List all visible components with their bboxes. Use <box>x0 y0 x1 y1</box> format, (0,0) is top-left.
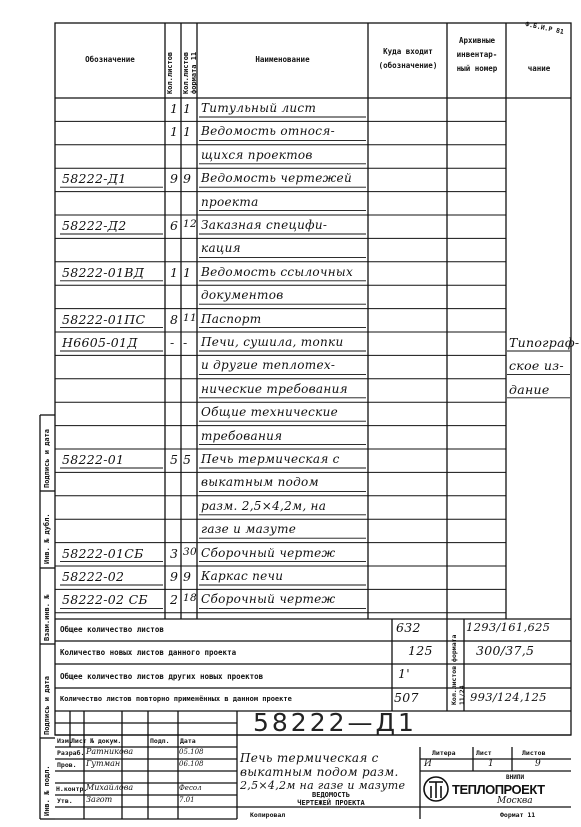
reused-value: 507 <box>394 690 419 705</box>
row-name: Титульный лист <box>201 101 317 115</box>
reused-label: Количество листов повторно применённых в данном проекте <box>60 695 292 703</box>
sheet-label: Лист <box>476 749 492 757</box>
col-doc: № докум. <box>90 737 122 745</box>
date-approved: 7.01 <box>179 796 195 804</box>
row-name: щихся проектов <box>201 147 313 162</box>
row-name: Сборочный чертеж <box>201 592 336 607</box>
role-developer: Разраб. <box>57 749 85 757</box>
row-format11: 18 <box>183 592 197 605</box>
column-header-archive-3: ный номер <box>456 64 498 73</box>
row-note: ское из- <box>509 358 564 374</box>
row-note: Типограф- <box>509 335 580 350</box>
row-name: Печь термическая с <box>201 452 340 466</box>
copied-label: Копировал <box>250 811 286 819</box>
row-format11: 5 <box>183 452 192 467</box>
column-header-note: чание <box>527 64 551 73</box>
teploproekt-logo <box>424 777 448 801</box>
row-sheets: 9 <box>170 569 179 584</box>
name-developer: Ратникова <box>86 747 134 756</box>
row-sheets: 5 <box>170 452 179 467</box>
col-izm: Изм. <box>57 737 73 745</box>
title-line-2: выкатным подом разм. <box>240 765 399 779</box>
row-name: и другие теплотех- <box>201 358 336 373</box>
role-approved: Утв. <box>57 797 73 805</box>
row-name: документов <box>201 288 284 303</box>
row-name: разм. 2,5×4,2м, на <box>201 498 327 513</box>
row-name: требования <box>201 428 283 443</box>
row-name: Заказная специфи- <box>201 218 328 232</box>
row-sheets: 1 <box>170 264 179 280</box>
date-norm-control: Фесол <box>179 784 202 792</box>
row-sheets: 1 <box>170 124 179 140</box>
name-approved: Загот <box>86 795 113 804</box>
column-header-format11: Кол.листов формата 11 <box>182 51 198 94</box>
document-code: 58222—Д1 <box>253 708 417 737</box>
title-line-3: 2,5×4,2м на газе и мазуте <box>240 779 406 792</box>
inv-dubl-label: Инв. № дубл. <box>43 513 51 564</box>
row-name: Каркас печи <box>201 569 284 583</box>
format-total-value: 1293/161,625 <box>466 620 551 634</box>
row-name: Печи, сушила, топки <box>201 335 344 349</box>
row-name: проекта <box>201 194 259 209</box>
row-format11: 1 <box>183 264 192 280</box>
row-designation: 58222-01ПС <box>62 311 146 327</box>
row-designation: Н6605-01Д <box>62 335 138 350</box>
row-name: Ведомость чертежей <box>201 171 352 186</box>
row-name: нические требования <box>201 381 348 396</box>
row-sheets: - <box>170 335 175 350</box>
row-format11: 1 <box>183 124 192 140</box>
sheet-value: 1 <box>488 759 494 769</box>
role-norm-control: Н.контр. <box>56 785 88 793</box>
date-checker: 06.108 <box>179 760 204 768</box>
sign-date-label-2: Подпись и дата <box>43 675 51 735</box>
other-label: Общее количество листов других новых проектов <box>60 672 264 681</box>
format-new-value: 300/37,5 <box>476 643 535 658</box>
inv-orig-label: Инв. № подл. <box>43 765 51 816</box>
row-format11: 1 <box>183 101 192 116</box>
note-stamp: Ф.Б.И.Р 81 <box>524 20 565 36</box>
row-name: кация <box>201 241 241 256</box>
column-header-name: Наименование <box>255 55 310 64</box>
col-sign: Подп. <box>150 737 170 745</box>
col-date: Дата <box>180 737 196 745</box>
total-value: 632 <box>396 620 421 635</box>
name-checker: Гутман <box>86 759 121 768</box>
row-sheets: 8 <box>170 311 179 327</box>
row-sheets: 1 <box>170 101 179 116</box>
column-header-designation: Обозначение <box>85 55 135 64</box>
row-name: Ведомость ссылочных <box>201 264 354 279</box>
row-designation: 58222-Д1 <box>62 171 127 187</box>
row-name: газе и мазуте <box>201 522 297 537</box>
title-line-1: Печь термическая с <box>240 751 379 765</box>
org-small: ВНИПИ <box>506 774 525 781</box>
row-name: Общие технические <box>201 405 339 420</box>
format-label: Кол.листов формата 11/24 <box>450 634 466 705</box>
other-value: 1' <box>398 666 410 681</box>
new-value: 125 <box>408 643 433 658</box>
role-checker: Пров. <box>57 761 77 769</box>
row-designation: 58222-01 <box>62 452 125 467</box>
row-sheets: 3 <box>170 545 179 561</box>
row-sheets: 2 <box>170 592 179 608</box>
row-name: Ведомость относя- <box>201 124 335 139</box>
column-header-archive-1: Архивные <box>458 36 496 45</box>
new-label: Количество новых листов данного проекта <box>60 648 237 657</box>
city: Москва <box>497 796 533 806</box>
organization-name: ТЕПЛОПРОЕКТ <box>452 782 545 797</box>
name-norm-control: Михайлова <box>86 783 134 792</box>
litera-value: И <box>424 759 432 769</box>
row-name: выкатным подом <box>201 475 319 490</box>
row-designation: 58222-Д2 <box>62 218 127 233</box>
row-sheets: 9 <box>170 171 179 187</box>
column-header-sheets: Кол.листов <box>166 51 174 94</box>
row-designation: 58222-01ВД <box>62 264 145 280</box>
row-format11: 9 <box>183 569 192 584</box>
sign-date-label-1: Подпись и дата <box>43 428 51 488</box>
row-sheets: 6 <box>170 218 179 233</box>
litera-label: Литера <box>432 749 456 757</box>
date-developer: 05.108 <box>179 748 204 756</box>
row-designation: 58222-01СБ <box>62 545 144 561</box>
sheets-value: 9 <box>535 759 541 769</box>
format-reused-value: 993/124,125 <box>470 690 547 704</box>
row-name: Паспорт <box>201 311 262 326</box>
row-format11: - <box>183 335 188 350</box>
row-note: дание <box>509 381 550 397</box>
row-format11: 30 <box>183 545 197 558</box>
row-designation: 58222-02 <box>62 569 125 584</box>
row-format11: 11 <box>183 311 197 324</box>
total-label: Общее количество листов <box>60 625 164 634</box>
row-format11: 9 <box>183 171 192 187</box>
vzam-label: Взам.инв. № <box>43 594 51 641</box>
column-header-where-used: Куда входит (обозначение) <box>378 47 438 70</box>
format-label-bottom: Формат 11 <box>500 811 536 819</box>
doc-type-1: ВЕДОМОСТЬ <box>312 791 350 799</box>
row-format11: 12 <box>183 218 197 230</box>
doc-type-2: ЧЕРТЕЖЕЙ ПРОЕКТА <box>297 799 365 807</box>
col-list: Лист <box>71 737 87 745</box>
row-name: Сборочный чертеж <box>201 545 336 560</box>
row-designation: 58222-02 СБ <box>62 592 148 608</box>
sheets-label: Листов <box>522 749 546 757</box>
column-header-archive-2: инвентар- <box>456 50 498 59</box>
